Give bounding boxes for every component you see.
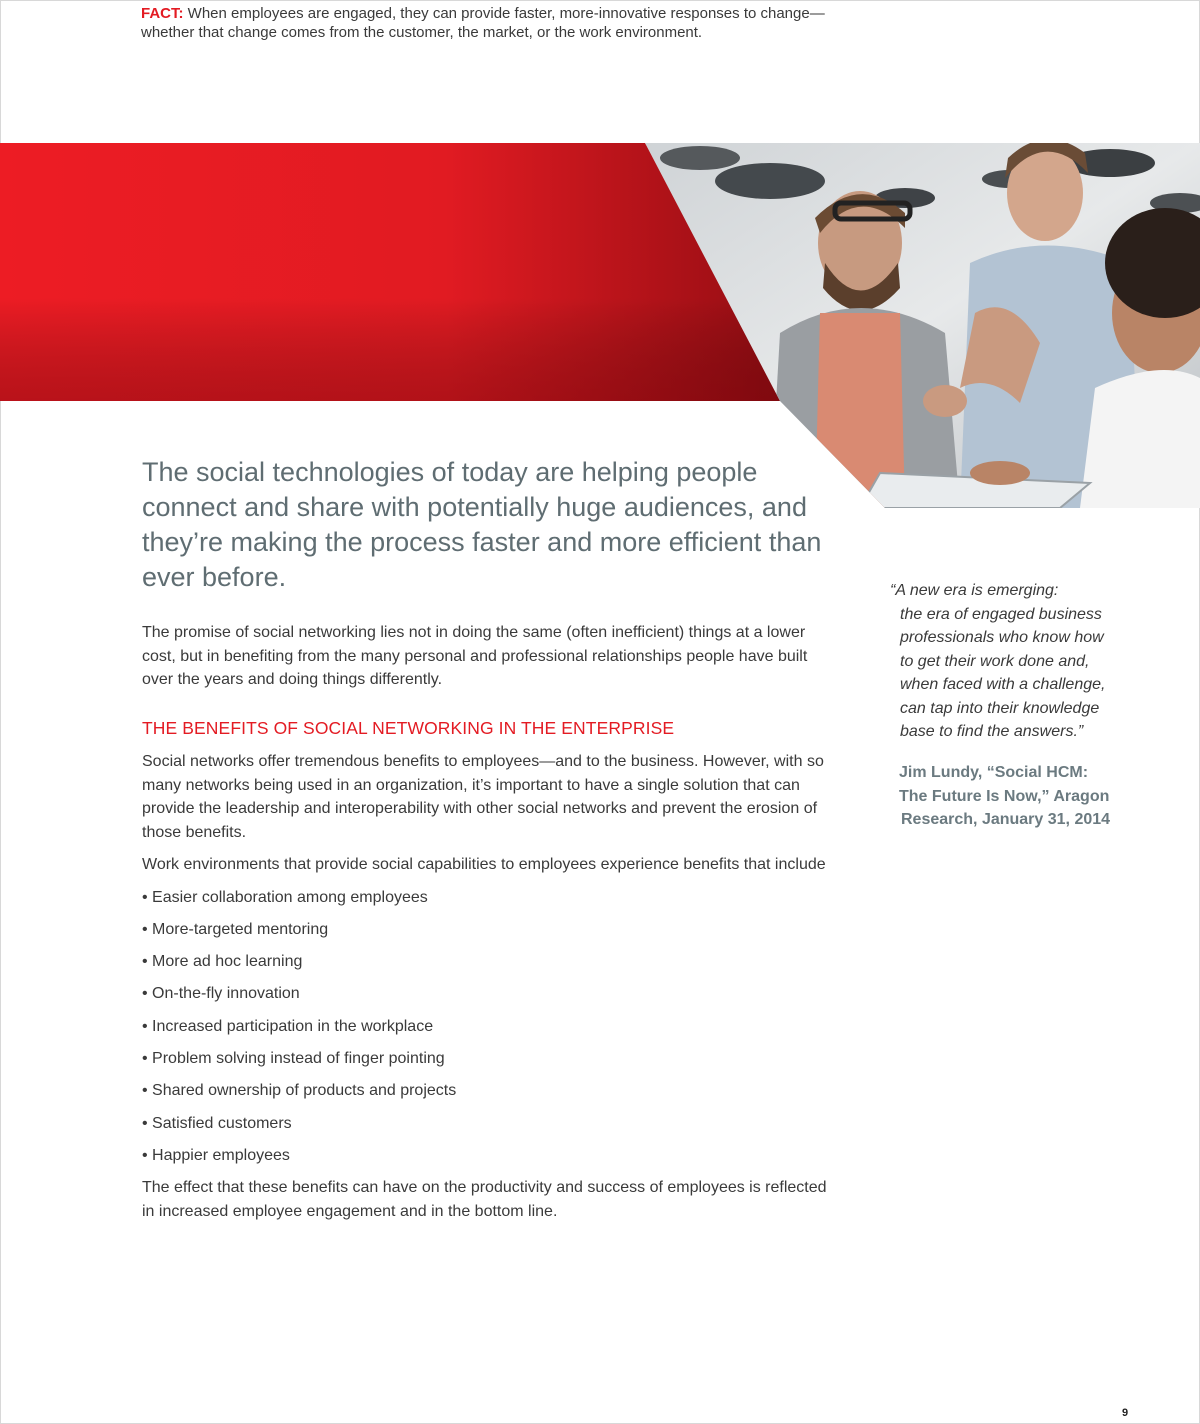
list-item: • Satisfied customers xyxy=(142,1114,292,1132)
list-item: • Problem solving instead of finger pointing xyxy=(142,1049,445,1067)
list-item: • More ad hoc learning xyxy=(142,953,303,971)
list-item: • Easier collaboration among employees xyxy=(142,888,428,906)
list-item: • More-targeted mentoring xyxy=(142,920,329,938)
quote-line: the era of engaged business xyxy=(900,605,1102,623)
quote-line: to get their work done and, xyxy=(900,652,1090,670)
section-title: THE BENEFITS OF SOCIAL NETWORKING IN THE ENTERPRISE xyxy=(142,718,675,738)
hero-banner xyxy=(0,143,1200,508)
list-item: • On-the-fly innovation xyxy=(142,985,300,1003)
quote-line: “A new era is emerging: xyxy=(890,582,1059,599)
quote-line: base to find the answers.” xyxy=(900,723,1084,740)
list-item: • Increased participation in the workplace xyxy=(142,1017,434,1035)
paragraph-networks: Social networks offer tremendous benefits to employees—and to the business. However, with so many networks being used in an organization, it’s important to have a single solution that can provide the leadership and interoperability with other social networks and prevent the erosion of those benefits. xyxy=(142,753,824,841)
attribution-line: Jim Lundy, “Social HCM: xyxy=(899,764,1089,781)
headline: The social technologies of today are helping people connect and share with potentially huge audiences, and they’re making the process faster and more efficient than ever before. xyxy=(142,457,822,592)
intro-paragraph: The promise of social networking lies not in doing the same (often inefficient) things at a lower cost, but in benefiting from the many personal and professional relationships people have built over the years and doing things differently. xyxy=(142,624,808,688)
list-item: • Happier employees xyxy=(142,1146,290,1164)
quote-line: can tap into their knowledge xyxy=(900,699,1100,717)
page-number: 9 xyxy=(1122,1407,1129,1419)
body-text xyxy=(142,750,832,1232)
quote-line: professionals who know how xyxy=(900,629,1104,646)
pull-quote xyxy=(890,579,1160,744)
fact-label: FACT: xyxy=(141,5,184,22)
closing-paragraph: The effect that these benefits can have on the productivity and success of employees is reflected in increased employee engagement and in the bottom line. xyxy=(142,1179,827,1220)
benefits-list xyxy=(142,886,832,1168)
paragraph-environments: Work environments that provide social capabilities to employees experience benefits that include xyxy=(142,856,826,873)
list-item: • Shared ownership of products and projects xyxy=(142,1082,457,1100)
attribution-line: The Future Is Now,” Aragon xyxy=(899,787,1110,805)
quote-attribution xyxy=(899,761,1159,832)
fact-callout xyxy=(141,4,861,42)
attribution-line: Research, January 31, 2014 xyxy=(901,811,1111,828)
fact-text: When employees are engaged, they can provide faster, more-innovative responses to change—whether that change comes from the customer, the market, or the work environment. xyxy=(141,5,825,41)
quote-line: when faced with a challenge, xyxy=(900,676,1106,693)
